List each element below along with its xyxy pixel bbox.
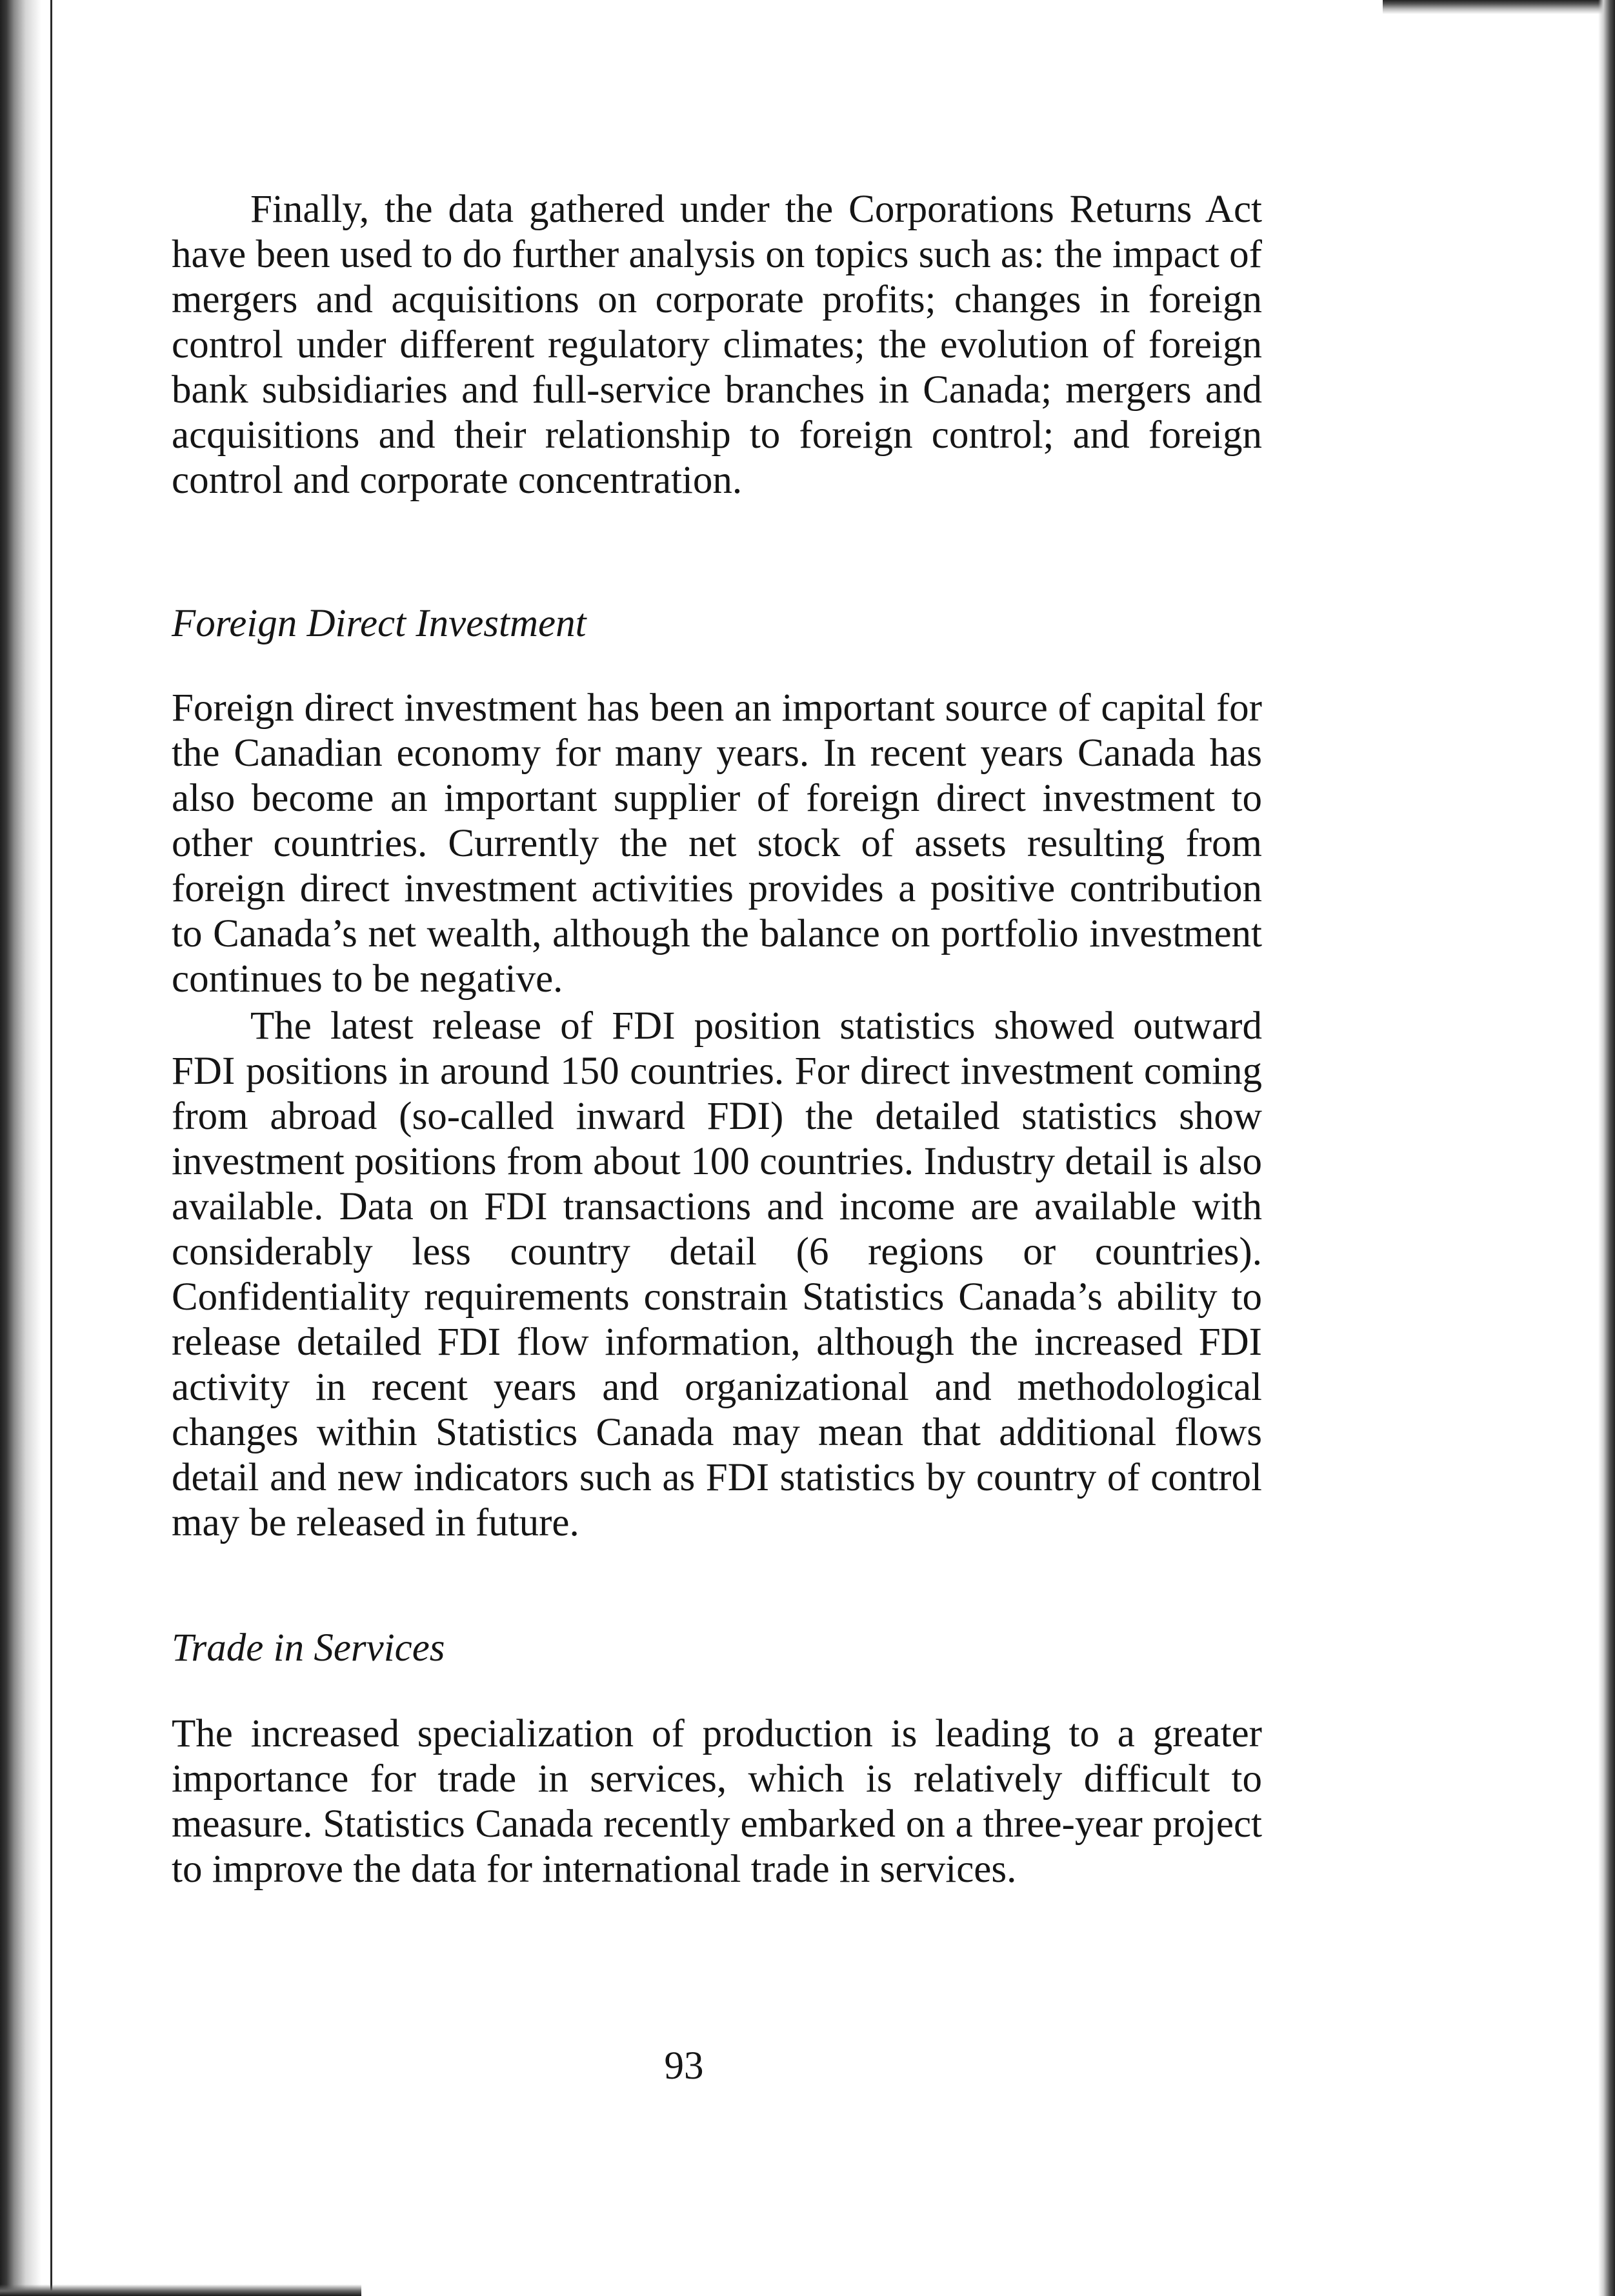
section-heading-trade-in-services: Trade in Services — [172, 1626, 445, 1670]
page-number: 93 — [664, 2044, 704, 2088]
page-right-edge-shadow — [1598, 0, 1615, 2296]
paragraph-corporations-returns-act: Finally, the data gathered under the Corporations Returns Act have been used to do further analysis on topics such as: the impact of mergers and acquisitions on corporate profits; changes in foreign control under different regulatory climates; the evolution of foreign bank subsidiaries and full-service branches in Canada; mergers and acquisitions and their relationship to foreign control; and foreign control and corporate concentration. — [172, 188, 1262, 502]
page-corner-shadow — [1383, 0, 1615, 14]
page-binding-line — [50, 0, 52, 2296]
page-bottom-edge-shadow — [0, 2284, 361, 2296]
paragraph-fdi-statistics: The latest release of FDI position statistics showed outward FDI positions in around 150 countries. For direct investment coming from abroad (so-called inward FDI) the detailed statistics show investment positions from about 100 countries. Industry detail is also available. Data on FDI transactions and income are available with considerably less country detail (6 regions or countries). Confidentiality requirements constrain Statistics Canada’s ability to release detailed FDI flow information, although the increased FDI activity in recent years and organizational and methodological changes within Statistics Canada may mean that additional flows detail and new indicators such as FDI statistics by country of control may be released in future. — [172, 1004, 1262, 1544]
paragraph-trade-in-services: The increased specialization of production is leading to a greater importance for trade in services, which is relatively difficult to measure. Statistics Canada recently embarked on a three-year project to improve the data for international trade in services. — [172, 1712, 1262, 1891]
paragraph-fdi-overview: Foreign direct investment has been an important source of capital for the Canadian economy for many years. In recent years Canada has also become an important supplier of foreign direct investment to other countries. Currently the net stock of assets resulting from foreign direct investment activities provides a positive contribution to Canada’s net wealth, although the balance on portfolio investment continues to be negative. — [172, 686, 1262, 1001]
section-heading-foreign-direct-investment: Foreign Direct Investment — [172, 602, 587, 645]
page-binding-shadow — [0, 0, 41, 2296]
